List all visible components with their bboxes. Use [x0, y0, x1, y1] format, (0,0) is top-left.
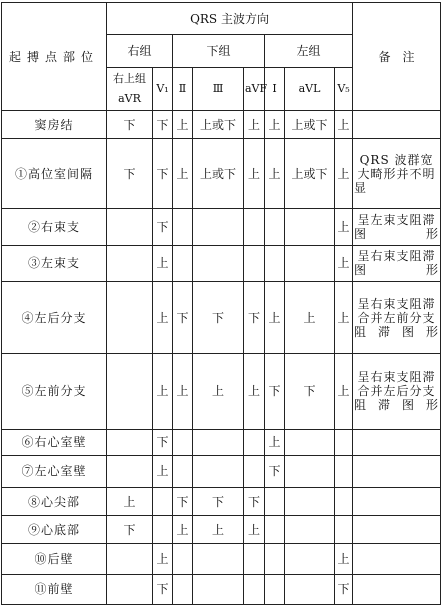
note-cell: QRS 波群宽大畸形并不明显 [353, 139, 441, 208]
i-cell: 上 [265, 139, 285, 208]
v5-cell: 上 [335, 544, 353, 574]
table-body [2, 111, 441, 605]
site-cell: ⑧心尖部 [2, 488, 107, 516]
avl-cell [285, 455, 335, 487]
ii-cell: 上 [173, 516, 193, 544]
avl-lead-header: aVL [285, 67, 335, 110]
v1-cell [153, 488, 173, 516]
avl-cell [285, 208, 335, 245]
i-cell: 上 [265, 282, 285, 353]
right-upper-group-label: 右上组 [113, 72, 146, 86]
v1-cell: 上 [153, 353, 173, 429]
avr-cell [107, 282, 153, 353]
ii-cell [173, 574, 193, 604]
avf-cell: 上 [244, 516, 265, 544]
avl-cell [285, 574, 335, 604]
v1-cell: 下 [153, 574, 173, 604]
avf-cell: 上 [244, 353, 265, 429]
v5-cell: 上 [335, 111, 353, 139]
avl-cell: 下 [285, 353, 335, 429]
table-row [2, 516, 441, 544]
site-cell: ⑥右心室壁 [2, 429, 107, 455]
avf-cell [244, 574, 265, 604]
v5-cell [335, 455, 353, 487]
table-row [2, 455, 441, 487]
v1-cell [153, 516, 173, 544]
v5-cell [335, 516, 353, 544]
ii-cell: 下 [173, 282, 193, 353]
avf-cell: 下 [244, 488, 265, 516]
avr-cell: 上 [107, 488, 153, 516]
avf-cell [244, 429, 265, 455]
inferior-group-header: 下组 [173, 35, 265, 67]
v1-cell: 上 [153, 282, 173, 353]
table-row [2, 282, 441, 353]
iii-cell: 上 [193, 353, 244, 429]
avr-cell [107, 544, 153, 574]
avf-cell: 下 [244, 282, 265, 353]
ii-cell: 上 [173, 353, 193, 429]
site-cell: ⑨心底部 [2, 516, 107, 544]
site-cell: ⑪前壁 [2, 574, 107, 604]
iii-cell: 下 [193, 488, 244, 516]
v5-lead-header: V₅ [335, 67, 353, 110]
v5-cell [335, 429, 353, 455]
site-cell: ①高位室间隔 [2, 139, 107, 208]
v5-cell: 上 [335, 353, 353, 429]
right-group-header: 右组 [107, 35, 173, 67]
site-cell: ⑦左心室壁 [2, 455, 107, 487]
qrs-direction-table [1, 2, 441, 605]
note-cell [353, 574, 441, 604]
avl-cell: 上 [285, 282, 335, 353]
avf-cell [244, 544, 265, 574]
iii-cell [193, 574, 244, 604]
iii-cell: 上 [193, 516, 244, 544]
table-row [2, 208, 441, 245]
avf-cell: 上 [244, 111, 265, 139]
avr-cell [107, 574, 153, 604]
qrs-direction-header: QRS 主波方向 [107, 3, 353, 35]
iii-cell [193, 245, 244, 282]
table-row [2, 353, 441, 429]
ii-cell [173, 544, 193, 574]
avl-cell [285, 245, 335, 282]
v5-cell: 上 [335, 282, 353, 353]
note-cell [353, 544, 441, 574]
note-cell [353, 516, 441, 544]
note-cell: 呈右束支阻滞合并左前分支阻滞图形 [353, 282, 441, 353]
table-row [2, 429, 441, 455]
i-cell: 上 [265, 429, 285, 455]
ii-lead-header: Ⅱ [173, 67, 193, 110]
avl-cell [285, 488, 335, 516]
v1-cell: 上 [153, 544, 173, 574]
v1-cell: 下 [153, 139, 173, 208]
note-cell: 呈左束支阻滞图形 [353, 208, 441, 245]
ii-cell: 下 [173, 488, 193, 516]
table-row [2, 111, 441, 139]
avl-cell: 上或下 [285, 139, 335, 208]
i-cell [265, 245, 285, 282]
table-row [2, 488, 441, 516]
avr-cell: 下 [107, 139, 153, 208]
avf-cell [244, 245, 265, 282]
site-cell: ②右束支 [2, 208, 107, 245]
avl-cell [285, 429, 335, 455]
site-cell: ④左后分支 [2, 282, 107, 353]
avr-cell [107, 455, 153, 487]
avf-lead-header: aVF [244, 67, 265, 110]
iii-cell [193, 429, 244, 455]
iii-cell: 下 [193, 282, 244, 353]
i-cell: 下 [265, 455, 285, 487]
avr-cell [107, 208, 153, 245]
avr-cell: 下 [107, 516, 153, 544]
site-cell: 窦房结 [2, 111, 107, 139]
avl-cell [285, 544, 335, 574]
ii-cell [173, 429, 193, 455]
left-group-header: 左组 [265, 35, 353, 67]
note-cell: 呈右束支阻滞合并左后分支阻滞图形 [353, 353, 441, 429]
ii-cell: 上 [173, 111, 193, 139]
i-cell [265, 488, 285, 516]
v5-cell: 上 [335, 139, 353, 208]
table-row [2, 574, 441, 604]
v5-cell: 下 [335, 574, 353, 604]
table-row [2, 544, 441, 574]
avl-cell: 上或下 [285, 111, 335, 139]
i-cell: 上 [265, 111, 285, 139]
site-cell: ⑩后壁 [2, 544, 107, 574]
site-cell: ⑤左前分支 [2, 353, 107, 429]
iii-lead-header: Ⅲ [193, 67, 244, 110]
note-cell [353, 111, 441, 139]
iii-cell: 上或下 [193, 139, 244, 208]
avf-cell [244, 455, 265, 487]
avr-cell: 下 [107, 111, 153, 139]
remarks-header: 备 注 [353, 3, 441, 111]
avr-cell [107, 353, 153, 429]
v5-cell: 上 [335, 208, 353, 245]
i-lead-header: Ⅰ [265, 67, 285, 110]
i-cell [265, 544, 285, 574]
v5-cell: 上 [335, 245, 353, 282]
v1-cell: 下 [153, 111, 173, 139]
ii-cell: 上 [173, 139, 193, 208]
i-cell [265, 208, 285, 245]
v1-cell: 上 [153, 245, 173, 282]
note-cell: 呈右束支阻滞图形 [353, 245, 441, 282]
site-cell: ③左束支 [2, 245, 107, 282]
iii-cell: 上或下 [193, 111, 244, 139]
avl-cell [285, 516, 335, 544]
i-cell [265, 516, 285, 544]
right-upper-group-header [107, 67, 153, 110]
avr-cell [107, 429, 153, 455]
v1-lead-header: V₁ [153, 67, 173, 110]
ii-cell [173, 245, 193, 282]
iii-cell [193, 208, 244, 245]
ii-cell [173, 208, 193, 245]
avf-cell: 上 [244, 139, 265, 208]
iii-cell [193, 455, 244, 487]
avf-cell [244, 208, 265, 245]
note-cell [353, 429, 441, 455]
pacing-site-header: 起搏点部位 [2, 3, 107, 111]
i-cell [265, 574, 285, 604]
table-row [2, 245, 441, 282]
avr-cell [107, 245, 153, 282]
avr-lead-label: aVR [118, 92, 141, 106]
v1-cell: 下 [153, 208, 173, 245]
iii-cell [193, 544, 244, 574]
v1-cell: 上 [153, 455, 173, 487]
i-cell: 下 [265, 353, 285, 429]
note-cell [353, 455, 441, 487]
header-row-1 [2, 3, 441, 35]
v1-cell: 下 [153, 429, 173, 455]
note-cell [353, 488, 441, 516]
table-row [2, 139, 441, 208]
v5-cell [335, 488, 353, 516]
ii-cell [173, 455, 193, 487]
